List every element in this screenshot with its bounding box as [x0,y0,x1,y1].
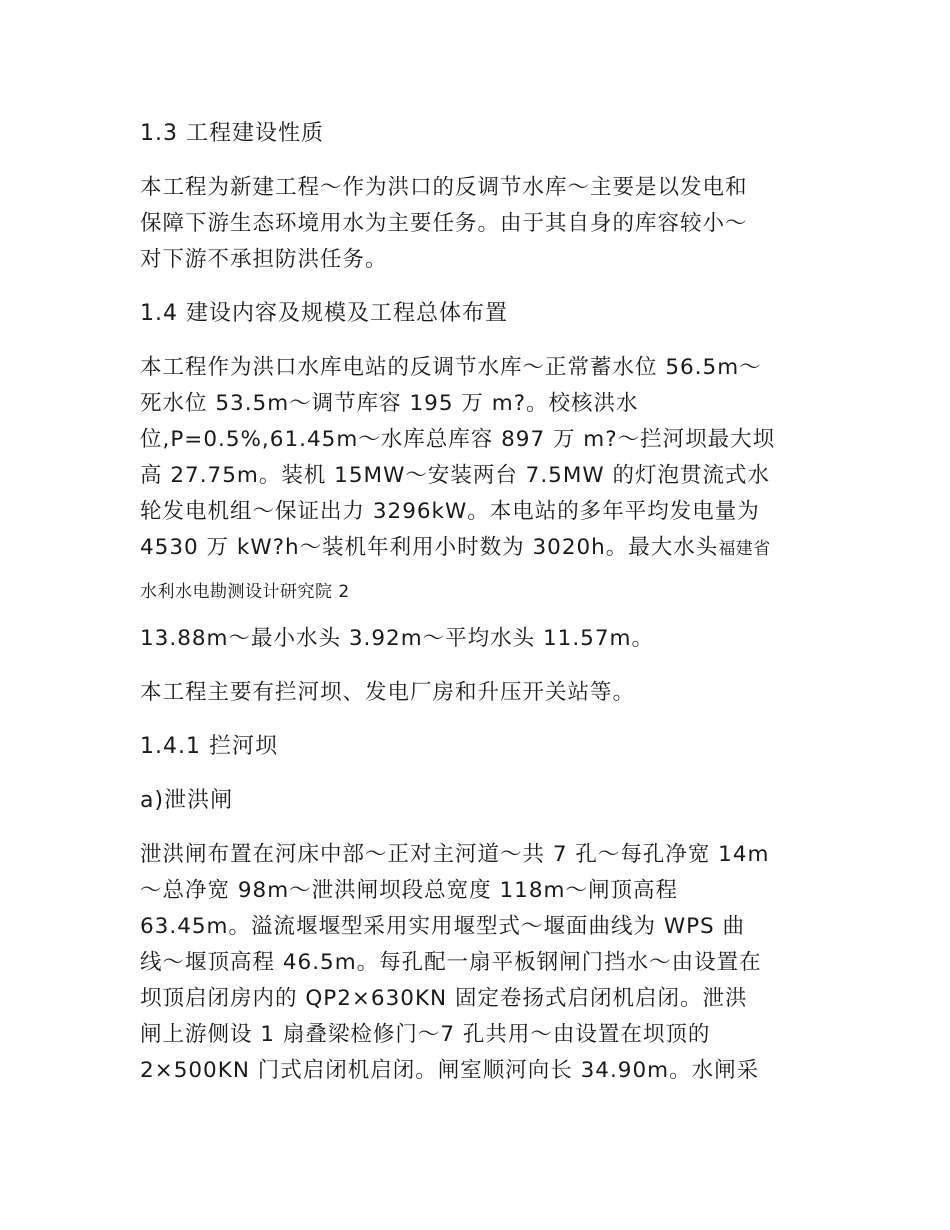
page-footer-inline: 福建省 [718,539,771,559]
paragraph-continuation: 13.88m～最小水头 3.92m～平均水头 11.57m。 [140,626,654,651]
text-line [140,530,820,567]
text-line: 线～堰顶高程 46.5m。每孔配一扇平板钢闸门挡水～由设置在 [140,950,762,975]
text-line: 保障下游生态环境用水为主要任务。由于其自身的库容较小～ [140,211,748,236]
paragraph-main-structures: 本工程主要有拦河坝、发电厂房和升压开关站等。 [140,680,636,705]
text-line: 63.45m。溢流堰堰型采用实用堰型式～堰面曲线为 WPS 曲 [140,914,746,939]
text-line: 2×500KN 门式启闭机启闭。闸室顺河向长 34.90m。水闸采 [140,1058,760,1083]
text-line: 本工程为新建工程～作为洪口的反调节水库～主要是以发电和 [140,175,748,200]
text-line: 闸上游侧设 1 扇叠梁检修门～7 孔共用～由设置在坝顶的 [140,1022,711,1047]
subheading-spillway-gate: a)泄洪闸 [140,788,234,813]
text-line: 高 27.75m。装机 15MW～安装两台 7.5MW 的灯泡贯流式水 [140,463,770,488]
text-line: 泄洪闸布置在河床中部～正对主河道～共 7 孔～每孔净宽 14m [140,842,770,867]
paragraph-construction-scale [140,350,820,567]
text-line-main: 4530 万 kW?h～装机年利用小时数为 3020h。最大水头 [140,535,719,560]
text-line: 本工程作为洪口水库电站的反调节水库～正常蓄水位 56.5m～ [140,355,762,380]
paragraph-spillway-gate [140,837,820,1089]
section-heading-1-4: 1.4 建设内容及规模及工程总体布置 [140,301,508,326]
section-heading-1-3: 1.3 工程建设性质 [140,121,324,146]
text-line: ～总净宽 98m～泄洪闸坝段总宽度 118m～闸顶高程 [140,878,678,903]
section-heading-1-4-1: 1.4.1 拦河坝 [140,734,278,759]
document-page [140,116,820,1107]
text-line: 死水位 53.5m～调节库容 195 万 m?。校核洪水 [140,391,639,416]
page-footer: 水利水电勘测设计研究院 2 [140,582,350,602]
text-line: 位,P=0.5%,61.45m～水库总库容 897 万 m?～拦河坝最大坝 [140,427,776,452]
text-line: 坝顶启闭房内的 QP2×630KN 固定卷扬式启闭机启闭。泄洪 [140,986,748,1011]
text-line: 对下游不承担防洪任务。 [140,247,388,272]
text-line: 轮发电机组～保证出力 3296kW。本电站的多年平均发电量为 [140,499,760,524]
paragraph-project-nature [140,170,820,278]
